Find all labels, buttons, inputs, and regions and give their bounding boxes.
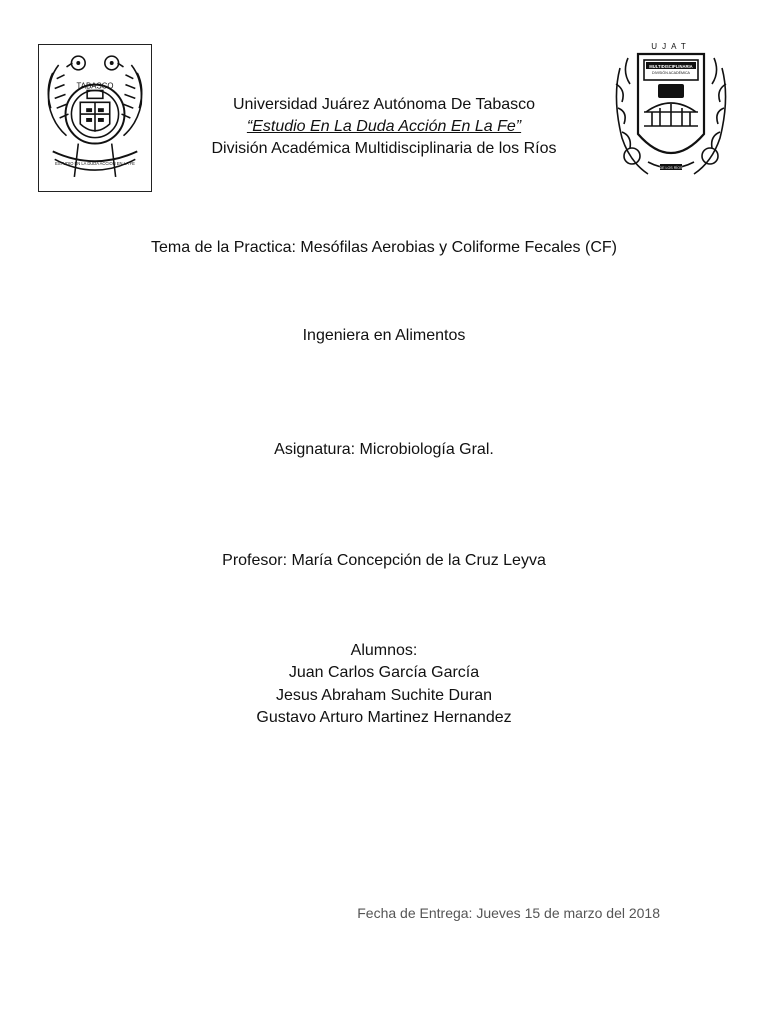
teacher-name: Profesor: María Concepción de la Cruz Leyva bbox=[222, 552, 546, 569]
document-header bbox=[160, 94, 608, 160]
student-name: Juan Carlos García García bbox=[288, 664, 480, 681]
career-name: Ingeniera en Alimentos bbox=[302, 327, 466, 344]
students-list bbox=[0, 662, 768, 730]
university-motto: “Estudio En La Duda Acción En La Fe” bbox=[246, 118, 522, 135]
division-name: División Académica Multidisciplinaria de los Ríos bbox=[211, 140, 557, 157]
dams-crest-icon bbox=[608, 38, 734, 190]
seal-text-motto: ESTUDIO EN LA DUDA ACCION EN LA FE bbox=[55, 161, 135, 167]
students-label: Alumnos: bbox=[350, 642, 418, 659]
seal-text-ujat: UJAT bbox=[651, 42, 691, 51]
seal-text-tabasco: TABASCO bbox=[76, 81, 114, 91]
seal-text-division: DIVISIÓN ACADÉMICA bbox=[652, 71, 690, 75]
student-name: Gustavo Arturo Martinez Hernandez bbox=[256, 709, 512, 726]
practice-topic: Tema de la Practica: Mesófilas Aerobias y Coliforme Fecales (CF) bbox=[151, 239, 617, 256]
ujat-coat-of-arms-icon bbox=[39, 45, 151, 191]
subject-name: Asignatura: Microbiología Gral. bbox=[274, 441, 494, 458]
delivery-date: Fecha de Entrega: Jueves 15 de marzo del 2018 bbox=[357, 905, 660, 921]
university-name: Universidad Juárez Autónoma De Tabasco bbox=[232, 96, 536, 113]
seal-text-rios: DE LOS RÍOS bbox=[659, 166, 683, 170]
dams-logo bbox=[608, 38, 734, 190]
seal-text-multidisciplinaria: MULTIDISCIPLINARIA bbox=[649, 64, 693, 69]
student-name: Jesus Abraham Suchite Duran bbox=[275, 686, 493, 704]
ujat-logo bbox=[38, 44, 152, 192]
